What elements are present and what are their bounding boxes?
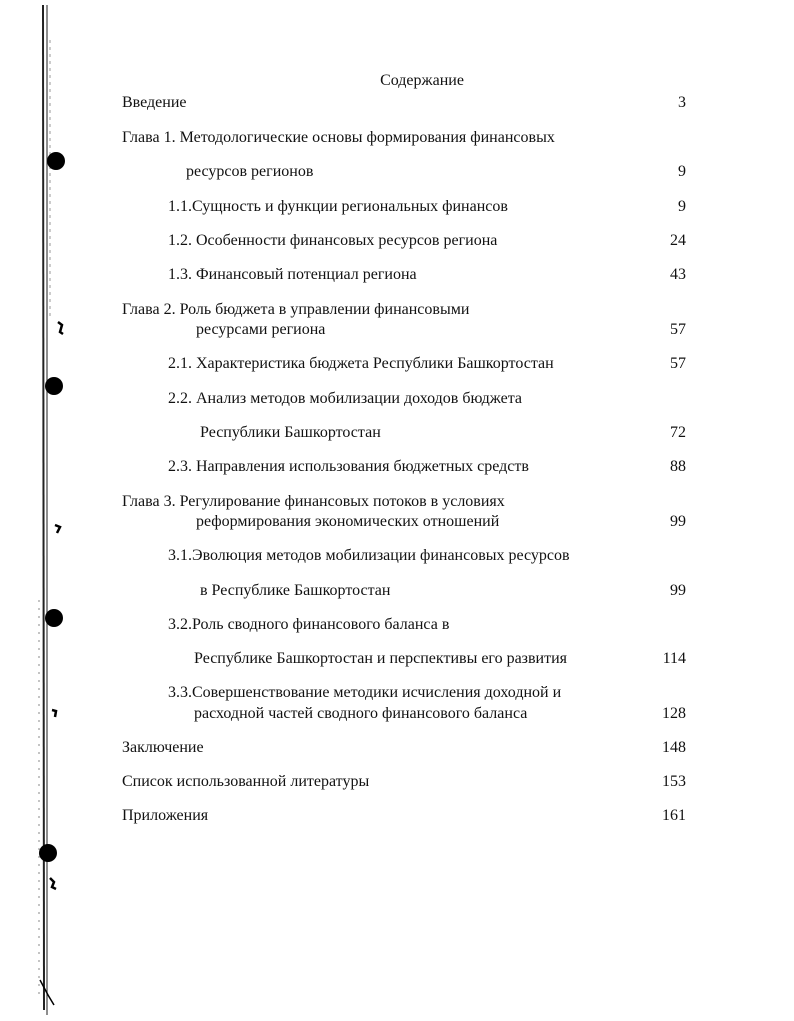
toc-page-number: 57: [670, 321, 686, 338]
toc-entry-references: Список использованной литературы: [122, 773, 370, 790]
toc-entry-chapter-2-cont: ресурсами региона: [196, 321, 326, 338]
toc-entry-3-1: 3.1.Эволюция методов мобилизации финансовых ресурсов: [168, 547, 570, 564]
toc-entry-2-3: 2.3. Направления использования бюджетных средств: [168, 458, 529, 475]
toc-page-number: 57: [670, 355, 686, 372]
toc-entry-conclusion: Заключение: [122, 739, 204, 756]
toc-page-number: 88: [670, 458, 686, 475]
toc-entry-chapter-1-cont: ресурсов регионов: [186, 163, 314, 180]
toc-entry-introduction: Введение: [122, 94, 187, 111]
toc-entry-chapter-2: Глава 2. Роль бюджета в управлении финансовыми: [122, 301, 470, 318]
toc-entry-3-3: 3.3.Совершенствование методики исчисления доходной и: [168, 684, 562, 701]
toc-page-number: 161: [662, 807, 686, 824]
toc-entry-chapter-1: Глава 1. Методологические основы формирования финансовых: [122, 129, 555, 146]
toc-entry-chapter-3: Глава 3. Регулирование финансовых потоков в условиях: [122, 493, 505, 510]
toc-page-number: 148: [662, 739, 686, 756]
toc-page-number: 24: [670, 232, 686, 249]
toc-entry-1-2: 1.2. Особенности финансовых ресурсов региона: [168, 232, 498, 249]
toc-entry-1-3: 1.3. Финансовый потенциал региона: [168, 266, 417, 283]
toc-entry-3-3-cont: расходной частей сводного финансового баланса: [194, 705, 528, 722]
page-title: Содержание: [380, 72, 464, 89]
toc-entry-appendices: Приложения: [122, 807, 209, 824]
toc-page-number: 153: [662, 773, 686, 790]
toc-page-number: 9: [678, 198, 686, 215]
toc-page-number: 72: [670, 424, 686, 441]
toc-page-number: 99: [670, 513, 686, 530]
toc-page-number: 3: [678, 94, 686, 111]
toc-entry-chapter-3-cont: реформирования экономических отношений: [196, 513, 500, 530]
toc-entry-2-2-cont: Республики Башкортостан: [200, 424, 381, 441]
toc-page-number: 9: [678, 163, 686, 180]
toc-entry-2-1: 2.1. Характеристика бюджета Республики Башкортостан: [168, 355, 554, 372]
binding-strip-icon: [0, 0, 80, 1021]
toc-page-number: 43: [670, 266, 686, 283]
toc-page-number: 99: [670, 582, 686, 599]
toc-entry-1-1: 1.1.Сущность и функции региональных финансов: [168, 198, 508, 215]
toc-entry-3-1-cont: в Республике Башкортостан: [200, 582, 391, 599]
toc-page-number: 114: [662, 650, 686, 667]
toc-entry-2-2: 2.2. Анализ методов мобилизации доходов бюджета: [168, 390, 522, 407]
toc-entry-3-2: 3.2.Роль сводного финансового баланса в: [168, 616, 450, 633]
toc-entry-3-2-cont: Республике Башкортостан и перспективы его развития: [194, 650, 568, 667]
toc-page-number: 128: [662, 705, 686, 722]
